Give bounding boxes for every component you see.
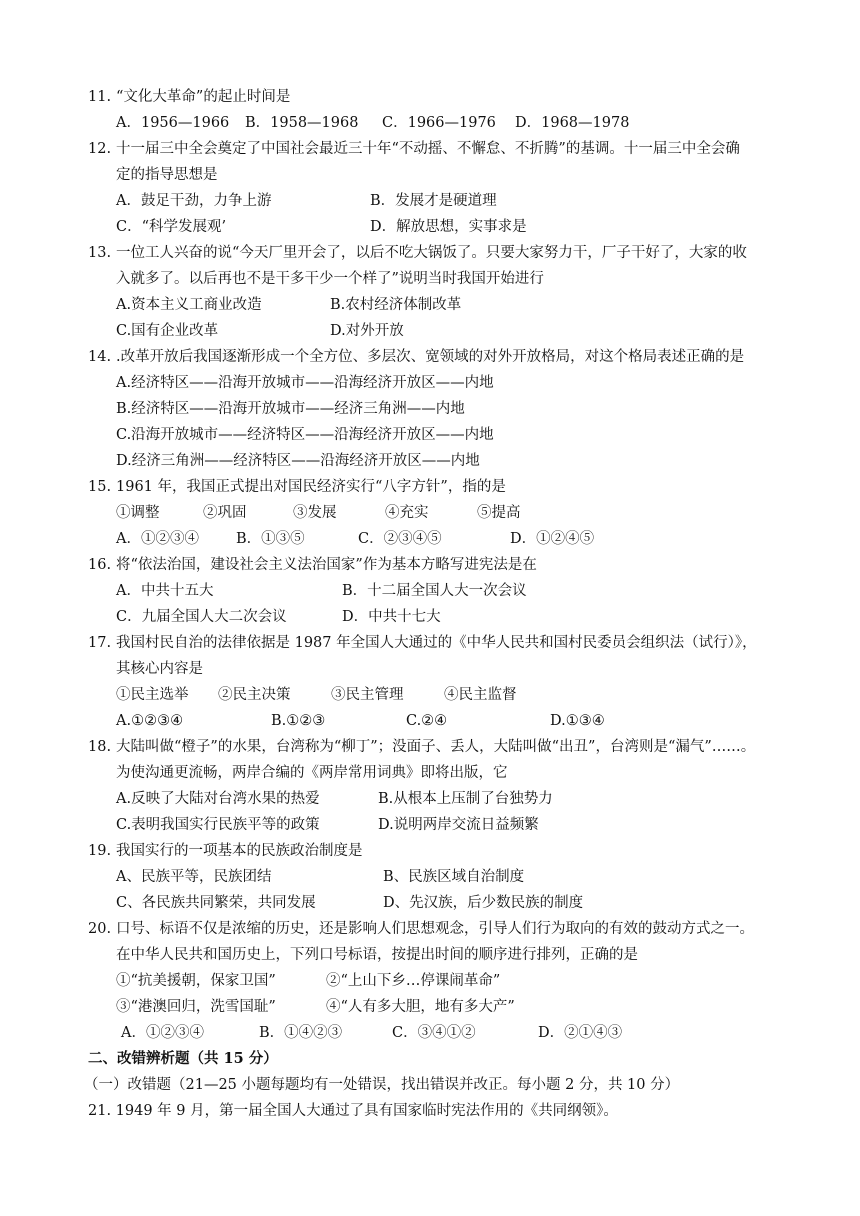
option-d: D、先汉族，后少数民族的制度 [383,895,584,911]
question-number: 17. [88,635,112,651]
question-number: 12. [88,141,112,157]
question-stem-cont: 其核心内容是 [116,661,203,677]
question-stem: 我国村民自治的法律依据是 1987 年全国人大通过的《中华人民共和国村民委员会组织法（试行）》， [116,635,757,651]
question-stem: 1961 年，我国正式提出对国民经济实行“八字方针”，指的是 [116,479,506,495]
option-c: C．“科学发展观’ [116,219,227,235]
option-c: C．九届全国人大二次会议 [116,609,287,625]
option-a: A．鼓足干劲，力争上游 [116,193,272,209]
option-d: D．②①④③ [538,1025,623,1041]
question-stem: 十一届三中全会奠定了中国社会最近三十年“不动摇、不懈怠、不折腾”的基调。十一届三中全会确 [116,141,740,157]
option-d: D.①③④ [550,713,605,729]
option-c: C.沿海开放城市——经济特区——沿海经济开放区——内地 [116,427,494,443]
question-stem-cont: 为使沟通更流畅，两岸合编的《两岸常用词典》即将出版，它 [116,765,508,781]
option-a: A.①②③④ [116,713,184,729]
section-heading: 二、改错辨析题（共 15 分） [88,1050,278,1067]
question-number: 16. [88,557,112,573]
item-1: ①民主选举 [116,687,189,703]
option-d: D．中共十七大 [342,609,441,625]
item-3: ③发展 [293,505,337,521]
option-c: C.②④ [406,713,448,729]
option-c: C.国有企业改革 [116,323,219,339]
option-c: C．③④①② [392,1025,476,1041]
question-stem: 口号、标语不仅是浓缩的历史，还是影响人们思想观念，引导人们行为取向的有效的鼓动方式之一。 [116,921,754,937]
option-a: A.反映了大陆对台湾水果的热爱 [116,791,320,807]
item-2: ②巩固 [203,505,247,521]
option-b: B．1958—1968 [245,115,359,131]
question-number: 15. [88,479,112,495]
item-4: ④“人有多大胆，地有多大产” [326,999,515,1015]
option-b: B.经济特区——沿海开放城市——经济三角洲——内地 [116,401,465,417]
item-3: ③民主管理 [331,687,404,703]
option-b: B．①③⑤ [236,531,305,547]
option-d: D.说明两岸交流日益频繁 [378,817,539,833]
option-c: C.表明我国实行民族平等的政策 [116,817,320,833]
item-3: ③“港澳回归，洗雪国耻” [116,999,276,1015]
question-number: 20. [88,921,112,937]
question-stem-cont: 定的指导思想是 [116,167,218,183]
option-d: D.经济三角洲——经济特区——沿海经济开放区——内地 [116,453,480,469]
item-1: ①调整 [116,505,160,521]
question-21: 21. 1949 年 9 月，第一届全国人大通过了具有国家临时宪法作用的《共同纲领》。 [88,1103,618,1119]
question-number: 19. [88,843,112,859]
option-d: D．解放思想，实事求是 [370,219,527,235]
question-stem: 一位工人兴奋的说“今天厂里开会了，以后不吃大锅饭了。只要大家努力干，厂子干好了，大家的收 [116,245,747,261]
option-b: B．十二届全国人大一次会议 [342,583,527,599]
item-1: ①“抗美援朝，保家卫国” [116,973,276,989]
option-b: B.①②③ [271,713,326,729]
question-number: 11. [88,89,112,105]
option-c: C．②③④⑤ [358,531,442,547]
item-4: ④充实 [385,505,429,521]
option-a: A．1956—1966 [116,115,230,131]
option-d: D．1968—1978 [515,115,630,131]
question-number: 13. [88,245,112,261]
option-b: B．①④②③ [259,1025,343,1041]
question-stem: 我国实行的一项基本的民族政治制度是 [116,843,363,859]
option-a: A.资本主义工商业改造 [116,297,262,313]
option-a: A．①②③④ [121,1025,204,1041]
question-stem: 大陆叫做“橙子”的水果，台湾称为“柳丁”；没面子、丢人，大陆叫做“出丑”，台湾则是“漏气”……。 [116,739,756,755]
option-b: B.从根本上压制了台独势力 [378,791,553,807]
option-b: B.农村经济体制改革 [330,297,462,313]
item-4: ④民主监督 [444,687,517,703]
question-stem-cont: 在中华人民共和国历史上，下列口号标语，按提出时间的顺序进行排列，正确的是 [116,947,638,963]
option-c: C．1966—1976 [382,115,496,131]
question-number: 14. [88,349,112,365]
option-b: B．发展才是硬道理 [370,193,497,209]
option-c: C、各民族共同繁荣，共同发展 [116,895,316,911]
option-d: D.对外开放 [330,323,404,339]
item-2: ②“上山下乡…停课闹革命” [326,973,501,989]
option-a: A.经济特区——沿海开放城市——沿海经济开放区——内地 [116,375,494,391]
question-number: 18. [88,739,112,755]
question-stem: .改革开放后我国逐渐形成一个全方位、多层次、宽领域的对外开放格局，对这个格局表述正确的是 [116,349,745,365]
question-stem: 将“依法治国，建设社会主义法治国家”作为基本方略写进宪法是在 [116,557,537,573]
question-stem: “文化大革命”的起止时间是 [116,89,291,105]
item-2: ②民主决策 [218,687,291,703]
subsection-heading: （一）改错题（21—25 小题每题均有一处错误，找出错误并改正。每小题 2 分，共 10 分） [84,1077,680,1093]
option-a: A．①②③④ [116,531,199,547]
item-5: ⑤提高 [477,505,521,521]
option-a: A．中共十五大 [116,583,214,599]
option-b: B、民族区域自治制度 [383,869,525,885]
option-a: A、民族平等，民族团结 [116,869,272,885]
question-stem-cont: 入就多了。以后再也不是干多干少一个样了”说明当时我国开始进行 [116,271,544,287]
option-d: D．①②④⑤ [510,531,595,547]
